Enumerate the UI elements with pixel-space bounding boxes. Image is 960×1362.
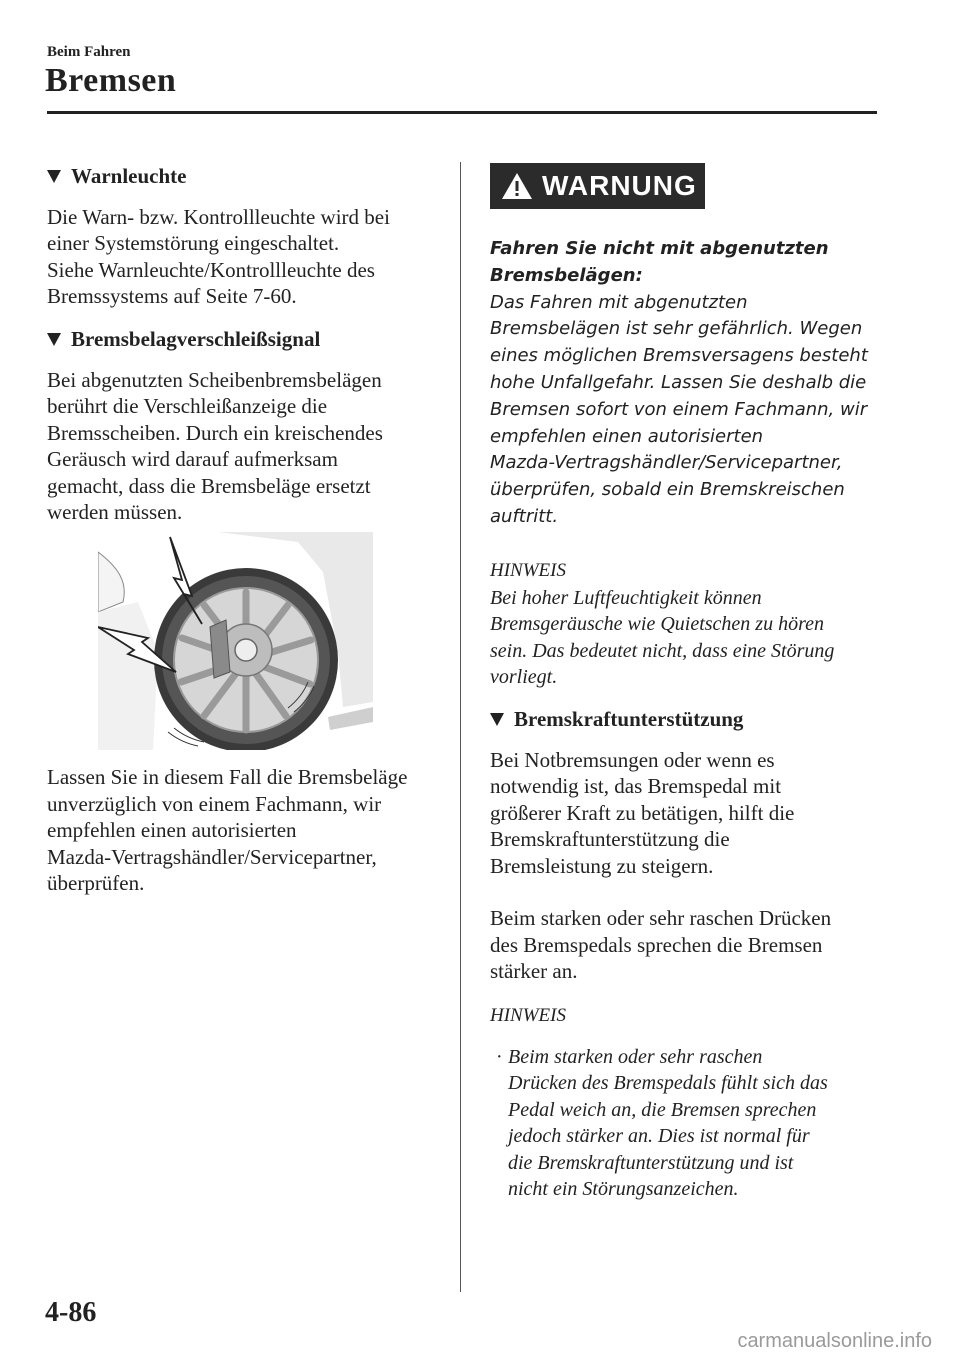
text-line: gemacht, dass die Bremsbeläge ersetzt xyxy=(47,473,371,498)
text-line: notwendig ist, das Bremspedal mit xyxy=(490,774,782,798)
text-line: Beim starken oder sehr raschen Drücken xyxy=(490,906,832,930)
note-2 xyxy=(490,1003,885,1203)
watermark: carmanualsonline.info xyxy=(737,1330,932,1352)
page-title: Bremsen xyxy=(45,62,177,99)
text-line: Bremskraftunterstützung die xyxy=(490,827,730,851)
text-line: werden müssen. xyxy=(47,500,183,524)
wheel-illustration-svg xyxy=(98,532,373,750)
text-line: einer Systemstörung eingeschaltet. xyxy=(47,231,340,255)
note-line: nicht ein Störungsanzeichen. xyxy=(508,1178,739,1200)
page-number: 4-86 xyxy=(45,1297,97,1328)
assist-heading-text: Bremskraftunterstützung xyxy=(514,707,744,731)
warning-line: Mazda-Vertragshändler/Servicepartner, xyxy=(490,452,843,474)
note-line: vorliegt. xyxy=(490,666,558,688)
note-heading: HINWEIS xyxy=(490,560,566,581)
note-line: die Bremskraftunterstützung und ist xyxy=(508,1151,794,1174)
text-line: größerer Kraft zu betätigen, hilft die xyxy=(490,800,795,825)
bullet-dot-icon: · xyxy=(496,1045,502,1068)
note-bullet xyxy=(490,1044,885,1203)
note-line: jedoch stärker an. Dies ist normal für xyxy=(508,1125,810,1147)
triangle-bullet-icon xyxy=(47,170,61,183)
note-line: sein. Das bedeutet nicht, dass eine Störung xyxy=(490,639,835,662)
text-line: Siehe Warnleuchte/Kontrollleuchte des xyxy=(47,257,375,282)
text-line: empfehlen einen autorisierten xyxy=(47,818,297,842)
note-line: Pedal weich an, die Bremsen sprechen xyxy=(508,1098,817,1121)
text-line: stärker an. xyxy=(490,959,578,983)
warning-bold-line: Fahren Sie nicht mit abgenutzten xyxy=(490,238,829,259)
assist-heading xyxy=(490,706,885,733)
warning-line: hohe Unfallgefahr. Lassen Sie deshalb die xyxy=(490,371,867,393)
text-line: Mazda-Vertragshändler/Servicepartner, xyxy=(47,844,377,869)
verschleiss-heading xyxy=(47,326,442,353)
text-line: Bei abgenutzten Scheibenbremsbelägen xyxy=(47,367,382,392)
after-figure-paragraph xyxy=(47,764,442,897)
warning-line: auftritt. xyxy=(490,505,559,527)
text-line: Die Warn- bzw. Kontrollleuchte wird bei xyxy=(47,204,390,229)
verschleiss-section xyxy=(47,326,442,526)
text-line: unverzüglich von einem Fachmann, wir xyxy=(47,791,382,816)
note-line: Bremsgeräusche wie Quietschen zu hören xyxy=(490,613,825,635)
note-1 xyxy=(490,558,885,691)
note-line: Beim starken oder sehr raschen xyxy=(508,1045,763,1068)
assist-section xyxy=(490,706,885,985)
verschleiss-heading-text: Bremsbelagverschleißsignal xyxy=(71,327,321,351)
warning-line: überprüfen, sobald ein Bremskreischen xyxy=(490,479,845,501)
warning-line: empfehlen einen autorisierten xyxy=(490,425,764,447)
text-line: berührt die Verschleißanzeige die xyxy=(47,394,328,418)
text-line: Geräusch wird darauf aufmerksam xyxy=(47,447,338,471)
note-heading: HINWEIS xyxy=(490,1005,566,1026)
brake-wear-illustration xyxy=(98,532,373,750)
note-line: Drücken des Bremspedals fühlt sich das xyxy=(508,1072,828,1094)
warning-line: Bremsbelägen ist sehr gefährlich. Wegen xyxy=(490,318,863,340)
warning-line: Bremsen sofort von einem Fachmann, wir xyxy=(490,398,868,420)
warning-badge xyxy=(490,163,705,209)
warning-label: WARNUNG xyxy=(542,170,697,201)
warning-line: Das Fahren mit abgenutzten xyxy=(490,291,748,313)
title-rule xyxy=(47,111,877,114)
text-line: überprüfen. xyxy=(47,871,145,895)
warning-text xyxy=(490,236,885,531)
text-line: Lassen Sie in diesem Fall die Bremsbeläge xyxy=(47,765,408,789)
warnleuchte-section xyxy=(47,163,442,310)
triangle-bullet-icon xyxy=(47,333,61,346)
warning-triangle-icon xyxy=(500,171,534,201)
note-line: Bei hoher Luftfeuchtigkeit können xyxy=(490,586,762,609)
text-line: Bremsscheiben. Durch ein kreischendes xyxy=(47,420,383,445)
warning-bold-line: Bremsbelägen: xyxy=(490,264,643,286)
warning-line: eines möglichen Bremsversagens besteht xyxy=(490,345,868,367)
warnleuchte-heading-text: Warnleuchte xyxy=(71,164,187,188)
text-line: Bremsleistung zu steigern. xyxy=(490,853,714,878)
text-line: des Bremspedals sprechen die Bremsen xyxy=(490,932,823,957)
column-divider xyxy=(460,162,461,1292)
triangle-bullet-icon xyxy=(490,713,504,726)
text-line: Bremssystems auf Seite 7-60. xyxy=(47,284,297,308)
text-line: Bei Notbremsungen oder wenn es xyxy=(490,747,775,772)
section-label: Beim Fahren xyxy=(47,44,131,60)
warnleuchte-heading xyxy=(47,163,442,190)
